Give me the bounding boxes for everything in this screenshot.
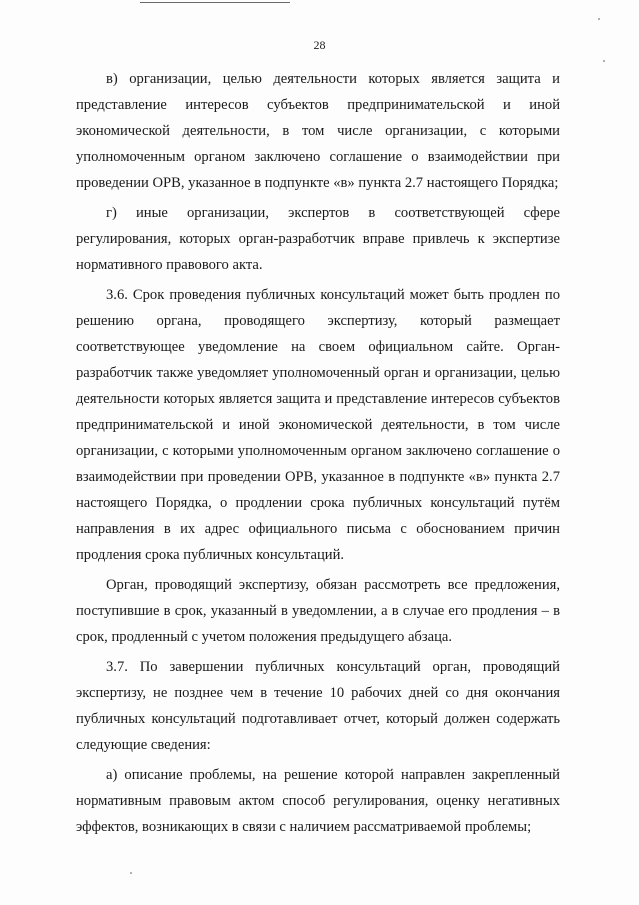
page-number: 28 [313, 38, 326, 52]
paragraph-item-g: г) иные организации, экспертов в соответствующей сфере регулирования, которых орган-разработчик вправе привлечь к экспертизе нормативного правового акта. [76, 205, 560, 273]
paragraph-item-v: в) организации, целью деятельности которых является защита и представление интересов субъектов предпринимательской и иной экономической деятельности, в том числе организации, с которыми уполномоченным органом заключено соглашение о взаимодействии при проведении ОРВ, указанное в подпункте «в» пункта 2.7 настоящего Порядка; [76, 71, 560, 191]
scan-speck [598, 18, 600, 20]
scan-speck [130, 872, 132, 874]
paragraph-item-a: а) описание проблемы, на решение которой направлен закрепленный нормативным правовым актом способ регулирования, оценку негативных эффектов, возникающих в связи с наличием рассматриваемой проблемы; [76, 767, 560, 835]
paragraph-section-3-7: 3.7. По завершении публичных консультаций орган, проводящий экспертизу, не позднее чем в течение 10 рабочих дней со дня окончания публичных консультаций подготавливает отчет, который должен содержать следующие сведения: [76, 659, 560, 753]
paragraph-review-obligation: Орган, проводящий экспертизу, обязан рассмотреть все предложения, поступившие в срок, указанный в уведомлении, а в случае его продления – в срок, продленный с учетом положения предыдущего абзаца. [76, 577, 560, 645]
document-body [76, 66, 560, 840]
paragraph-section-3-6: 3.6. Срок проведения публичных консультаций может быть продлен по решению органа, проводящего экспертизу, который размещает соответствующее уведомление на своем официальном сайте. Орган-разработчик также уведомляет уполномоченный орган и организации, целью деятельности которых является защита и представление интересов субъектов предпринимательской и иной экономической деятельности, в том числе организации, с которыми уполномоченным органом заключено соглашение о взаимодействии при проведении ОРВ, указанное в подпункте «в» пункта 2.7 настоящего Порядка, о продлении срока публичных консультаций путём направления в их адрес официального письма с обоснованием причин продления срока публичных консультаций. [76, 287, 560, 563]
scan-artifact-line [140, 2, 290, 3]
scan-speck [603, 60, 605, 62]
